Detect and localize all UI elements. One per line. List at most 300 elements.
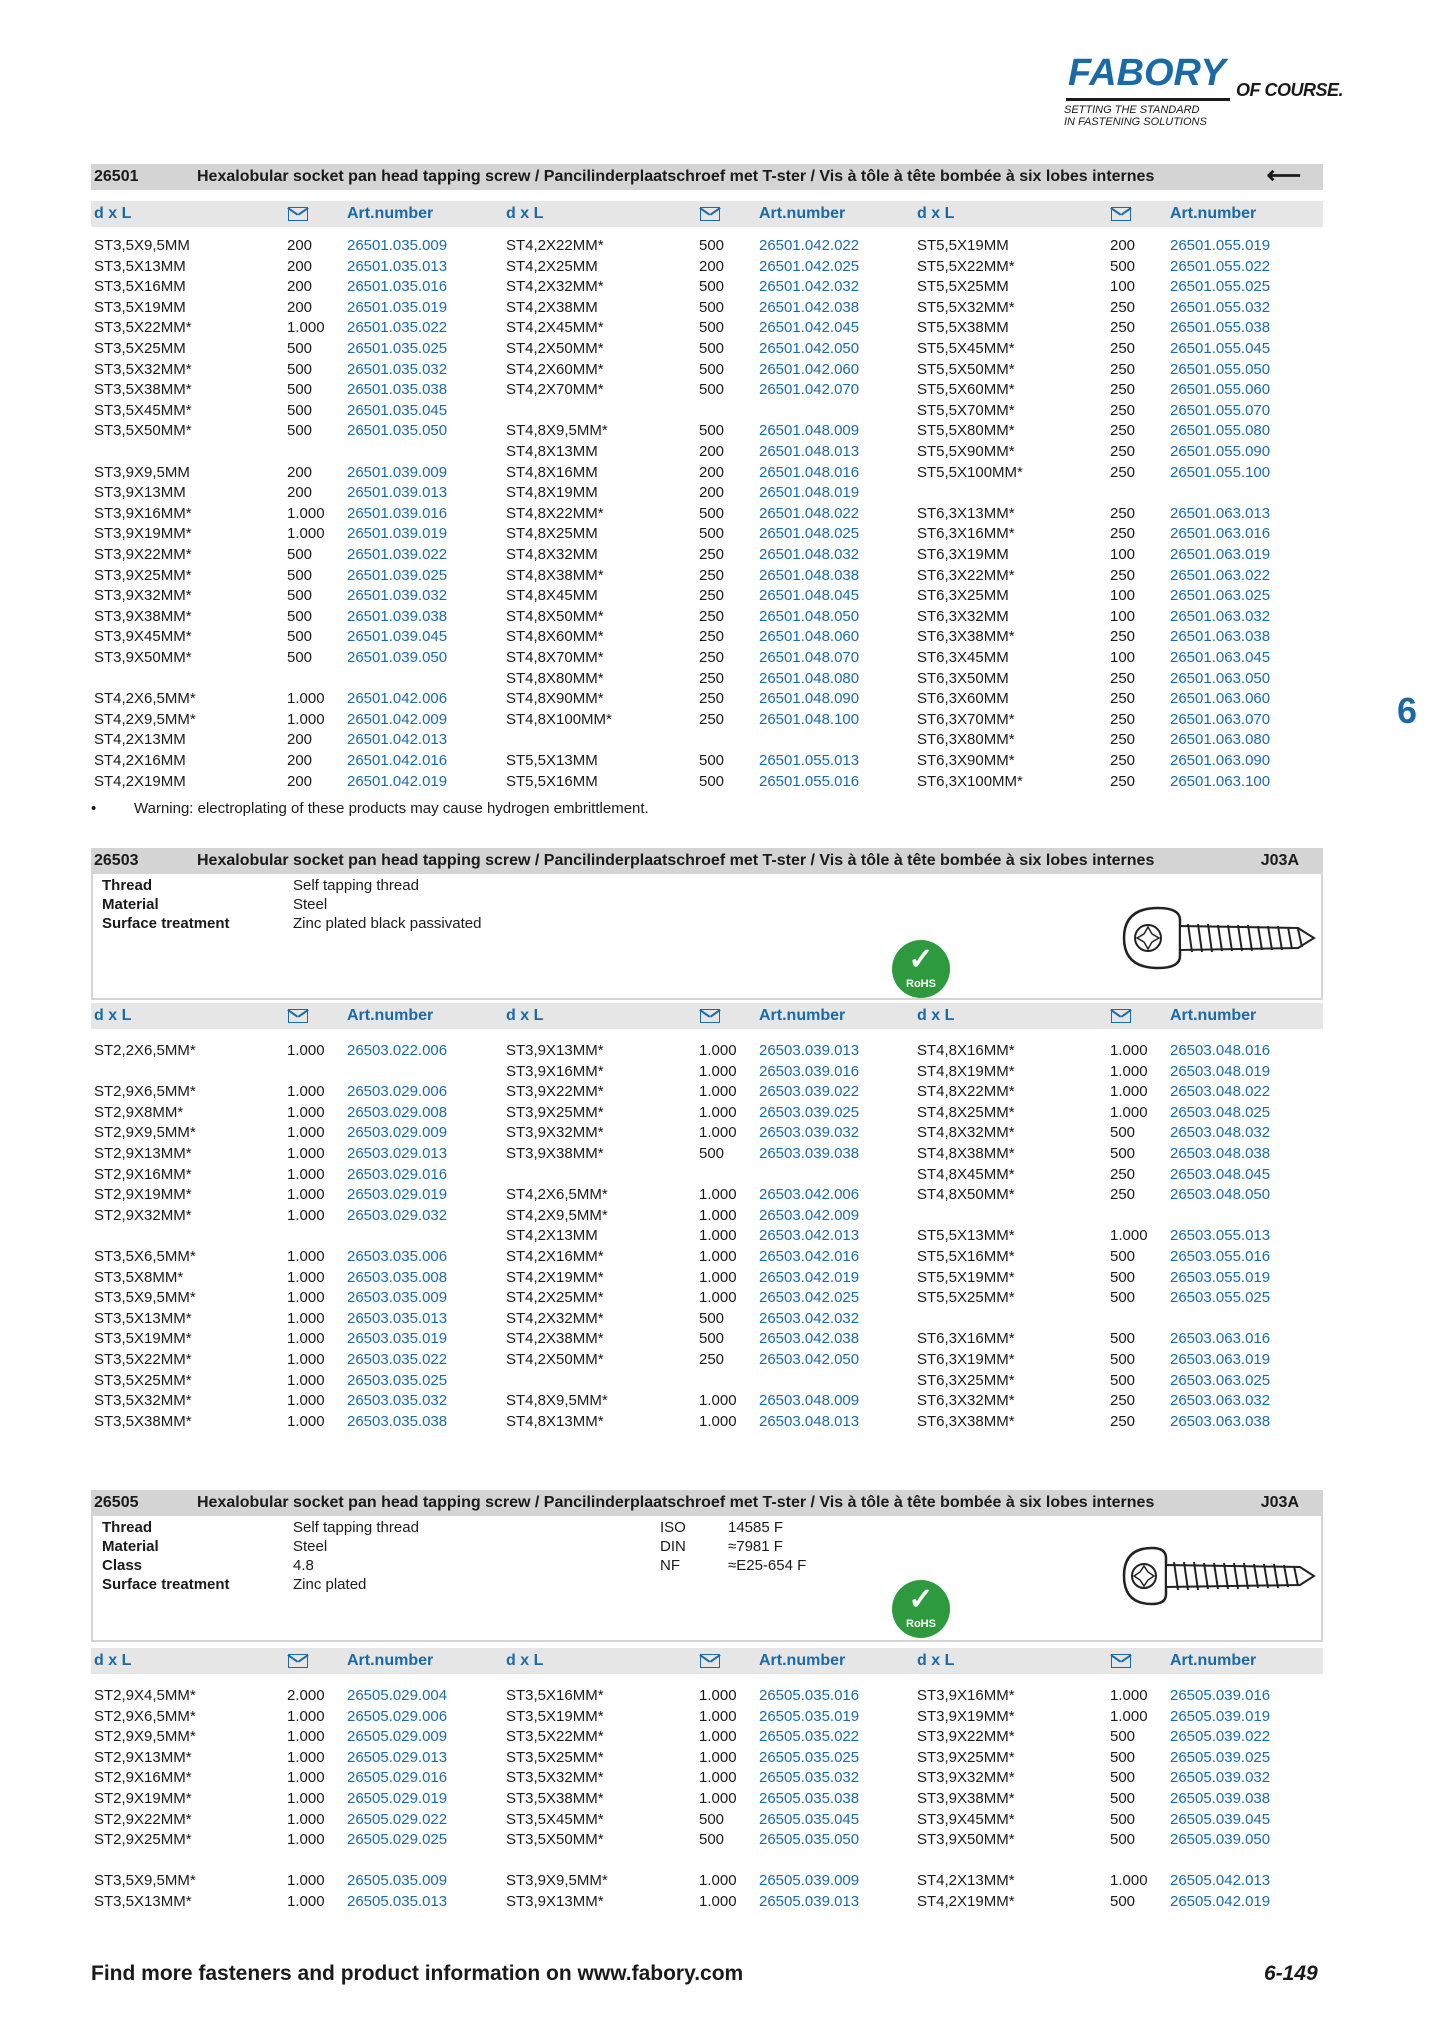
section-tag: J03A	[1260, 1494, 1299, 1511]
article-number-link[interactable]: 26503.035.013	[347, 1309, 448, 1327]
article-number-link[interactable]: 26503.042.013	[759, 1227, 860, 1245]
table-row	[94, 1350, 489, 1370]
quantity-cell: 250	[699, 649, 725, 666]
table-row	[94, 1185, 489, 1205]
article-number-link[interactable]: 26501.055.013	[759, 752, 860, 769]
article-number-link[interactable]: 26501.035.038	[347, 381, 448, 399]
article-number-link[interactable]: 26501.035.025	[347, 340, 448, 357]
table-row	[94, 298, 489, 318]
table-row	[94, 483, 489, 503]
quantity-cell: 250	[1110, 340, 1136, 357]
rohs-label: RoHS	[906, 978, 936, 990]
article-number-link[interactable]: 26501.055.080	[1170, 422, 1271, 440]
table-row	[506, 689, 901, 709]
article-number-link[interactable]: 26501.042.019	[347, 772, 448, 790]
table-row	[506, 1247, 901, 1267]
quantity-cell: 1.000	[287, 1145, 325, 1162]
article-number-link[interactable]: 26501.063.080	[1170, 731, 1271, 749]
article-number-link[interactable]: 26505.029.025	[347, 1831, 448, 1849]
article-number-link[interactable]: 26501.063.100	[1170, 772, 1271, 790]
article-number-link[interactable]: 26501.039.025	[347, 566, 448, 584]
article-number-link[interactable]: 26503.063.016	[1170, 1330, 1271, 1348]
size-cell: ST3,9X13MM*	[506, 1042, 604, 1059]
article-number-link[interactable]: 26501.055.032	[1170, 298, 1271, 316]
article-number-link[interactable]: 26501.055.060	[1170, 381, 1271, 399]
article-number-link[interactable]: 26503.048.016	[1170, 1042, 1271, 1059]
article-number-link[interactable]: 26503.042.025	[759, 1289, 860, 1307]
quantity-cell: 250	[699, 628, 725, 646]
section-title: Hexalobular socket pan head tapping screw / Pancilinderplaatschroef met T-ster / Vis à tôle à tête bombée à six lobes internes	[197, 852, 1155, 869]
table-row	[94, 586, 489, 606]
table-row	[917, 586, 1312, 606]
article-number-link[interactable]: 26505.029.009	[347, 1728, 448, 1746]
article-number-link[interactable]: 26503.035.022	[347, 1351, 448, 1368]
quantity-cell: 1.000	[699, 1893, 737, 1910]
article-number-link[interactable]: 26503.035.032	[347, 1392, 448, 1410]
size-cell: ST4,2X22MM*	[506, 237, 604, 254]
article-number-link[interactable]: 26501.063.032	[1170, 607, 1271, 625]
article-number-link[interactable]: 26505.039.038	[1170, 1790, 1271, 1807]
table-row	[506, 627, 901, 647]
size-cell: ST4,8X13MM	[506, 443, 598, 460]
quantity-cell: 500	[1110, 257, 1136, 275]
quantity-cell: 1.000	[287, 1872, 325, 1890]
quantity-cell: 1.000	[287, 1769, 325, 1787]
size-cell: ST5,5X16MM	[506, 772, 598, 790]
table-row	[506, 1041, 901, 1061]
article-number-link[interactable]: 26505.035.009	[347, 1872, 448, 1890]
article-number-link[interactable]: 26503.035.019	[347, 1330, 448, 1348]
article-number-link[interactable]: 26501.048.038	[759, 566, 860, 584]
article-number-link[interactable]: 26501.039.019	[347, 525, 448, 543]
article-number-link[interactable]: 26501.035.032	[347, 360, 448, 378]
article-number-link[interactable]: 26501.039.016	[347, 504, 448, 522]
article-number-link[interactable]: 26501.055.090	[1170, 443, 1271, 460]
table-row	[94, 1329, 489, 1349]
table-row	[506, 1350, 901, 1370]
table-row	[94, 1830, 489, 1850]
article-number-link[interactable]: 26505.039.050	[1170, 1831, 1271, 1849]
table-row	[917, 1789, 1312, 1809]
article-number-link[interactable]: 26505.042.019	[1170, 1893, 1271, 1910]
article-number-link[interactable]: 26503.035.009	[347, 1289, 448, 1307]
article-number-link[interactable]: 26503.055.019	[1170, 1268, 1271, 1286]
column-header-art-number: Art.number	[347, 1007, 434, 1024]
article-number-link[interactable]: 26501.048.019	[759, 484, 860, 502]
column-header-art-number: Art.number	[759, 205, 846, 222]
table-row	[917, 1707, 1312, 1727]
article-number-link[interactable]: 26501.055.038	[1170, 319, 1271, 337]
article-number-link[interactable]: 26501.048.100	[759, 710, 860, 728]
size-cell: ST3,5X25MM*	[94, 1371, 192, 1389]
article-number-link[interactable]: 26501.042.016	[347, 752, 448, 769]
quantity-cell: 500	[287, 628, 313, 646]
table-row	[917, 442, 1312, 462]
article-number-link[interactable]: 26505.029.013	[347, 1748, 448, 1766]
article-number-link[interactable]: 26505.029.022	[347, 1810, 448, 1828]
section-title: Hexalobular socket pan head tapping screw / Pancilinderplaatschroef met T-ster / Vis à tôle à tête bombée à six lobes internes	[197, 1494, 1155, 1511]
article-number-link[interactable]: 26505.039.019	[1170, 1707, 1271, 1725]
table-row	[506, 1768, 901, 1788]
article-number-link[interactable]: 26503.035.038	[347, 1412, 448, 1430]
quantity-cell: 200	[287, 278, 313, 296]
table-row	[917, 1412, 1312, 1432]
article-number-link[interactable]: 26501.039.038	[347, 607, 448, 625]
size-cell: ST4,8X38MM*	[506, 566, 604, 584]
article-number-link[interactable]: 26501.039.045	[347, 628, 448, 646]
article-number-link[interactable]: 26501.055.019	[1170, 237, 1271, 254]
norm-value: ≈7981 F	[728, 1538, 783, 1555]
article-number-link[interactable]: 26501.063.045	[1170, 649, 1271, 666]
article-number-link[interactable]: 26503.029.019	[347, 1186, 448, 1204]
article-number-link[interactable]: 26501.048.050	[759, 607, 860, 625]
article-number-link[interactable]: 26501.048.032	[759, 546, 860, 563]
article-number-link[interactable]: 26503.029.008	[347, 1103, 448, 1121]
norm-label: DIN	[660, 1538, 686, 1555]
article-number-link[interactable]: 26503.042.050	[759, 1351, 860, 1368]
column-header-dxl: d x L	[94, 1652, 132, 1669]
quantity-cell: 250	[1110, 710, 1136, 728]
article-number-link[interactable]: 26505.035.022	[759, 1728, 860, 1746]
article-number-link[interactable]: 26501.035.009	[347, 237, 448, 254]
article-number-link[interactable]: 26503.048.022	[1170, 1083, 1271, 1101]
article-number-link[interactable]: 26501.039.050	[347, 649, 448, 666]
article-number-link[interactable]: 26501.035.022	[347, 319, 448, 337]
article-number-link[interactable]: 26501.048.045	[759, 587, 860, 605]
article-number-link[interactable]: 26501.035.050	[347, 422, 448, 440]
article-number-link[interactable]: 26501.042.045	[759, 319, 860, 337]
size-cell: ST6,3X25MM	[917, 587, 1009, 605]
article-number-link[interactable]: 26501.055.100	[1170, 463, 1271, 481]
article-number-link[interactable]: 26501.055.022	[1170, 257, 1271, 275]
article-number-link[interactable]: 26501.042.060	[759, 360, 860, 378]
article-number-link[interactable]: 26501.042.009	[347, 710, 448, 728]
quantity-cell: 250	[699, 710, 725, 728]
quantity-cell: 1.000	[287, 1893, 325, 1910]
table-row	[506, 1309, 901, 1329]
article-number-link[interactable]: 26505.042.013	[1170, 1872, 1271, 1890]
article-number-link[interactable]: 26501.063.013	[1170, 504, 1271, 522]
size-cell: ST5,5X50MM*	[917, 360, 1015, 378]
article-number-link[interactable]: 26501.048.009	[759, 422, 860, 440]
rohs-label: RoHS	[906, 1618, 936, 1630]
quantity-cell: 500	[699, 1309, 725, 1327]
article-number-link[interactable]: 26501.042.025	[759, 257, 860, 275]
article-number-link[interactable]: 26501.063.019	[1170, 546, 1271, 563]
article-number-link[interactable]: 26503.063.019	[1170, 1351, 1271, 1368]
size-cell: ST3,5X25MM*	[506, 1748, 604, 1766]
quantity-cell: 250	[699, 566, 725, 584]
size-cell: ST4,8X22MM*	[506, 504, 604, 522]
article-number-link[interactable]: 26503.042.038	[759, 1330, 860, 1348]
article-number-link[interactable]: 26505.035.032	[759, 1769, 860, 1787]
size-cell: ST2,9X32MM*	[94, 1206, 192, 1224]
table-row	[506, 1288, 901, 1308]
article-number-link[interactable]: 26505.035.045	[759, 1810, 860, 1828]
table-row	[917, 1391, 1312, 1411]
article-number-link[interactable]: 26505.039.045	[1170, 1810, 1271, 1828]
table-row	[94, 277, 489, 297]
article-number-link[interactable]: 26501.048.013	[759, 443, 860, 460]
article-number-link[interactable]: 26505.029.019	[347, 1790, 448, 1807]
article-number-link[interactable]: 26505.029.004	[347, 1687, 448, 1704]
article-number-link[interactable]: 26501.048.022	[759, 504, 860, 522]
article-number-link[interactable]: 26501.063.038	[1170, 628, 1271, 646]
quantity-cell: 1.000	[287, 1330, 325, 1348]
article-number-link[interactable]: 26505.039.016	[1170, 1687, 1271, 1704]
quantity-cell: 1.000	[699, 1103, 737, 1121]
article-number-link[interactable]: 26503.039.025	[759, 1103, 860, 1121]
spec-value: Self tapping thread	[293, 877, 419, 894]
size-cell: ST2,9X16MM*	[94, 1165, 192, 1183]
article-number-link[interactable]: 26503.022.006	[347, 1042, 448, 1059]
article-number-link[interactable]: 26503.048.032	[1170, 1124, 1271, 1142]
table-row	[506, 1082, 901, 1102]
size-cell: ST3,5X22MM*	[94, 319, 192, 337]
table-row	[506, 483, 901, 503]
envelope-icon	[1111, 1009, 1131, 1023]
table-row	[94, 339, 489, 359]
article-number-link[interactable]: 26501.063.016	[1170, 525, 1271, 543]
size-cell: ST4,8X70MM*	[506, 649, 604, 666]
table-row	[917, 1247, 1312, 1267]
article-number-link[interactable]: 26501.048.080	[759, 669, 860, 687]
article-number-link[interactable]: 26505.029.016	[347, 1769, 448, 1787]
size-cell: ST4,8X38MM*	[917, 1145, 1015, 1162]
size-cell: ST3,5X45MM*	[94, 401, 192, 419]
column-header-dxl: d x L	[917, 1007, 955, 1024]
table-row	[94, 1748, 489, 1768]
size-cell: ST2,9X25MM*	[94, 1831, 192, 1849]
article-number-link[interactable]: 26503.042.016	[759, 1248, 860, 1265]
article-number-link[interactable]: 26505.035.025	[759, 1748, 860, 1766]
envelope-icon	[288, 1009, 308, 1023]
quantity-cell: 1.000	[287, 1186, 325, 1204]
size-cell: ST3,9X16MM*	[506, 1062, 604, 1080]
article-number-link[interactable]: 26501.063.050	[1170, 669, 1271, 687]
table-row	[506, 1686, 901, 1706]
chapter-tab[interactable]: 6	[1397, 690, 1418, 731]
article-number-link[interactable]: 26503.063.025	[1170, 1371, 1271, 1389]
table-row	[506, 1748, 901, 1768]
quantity-cell: 500	[699, 381, 725, 399]
article-number-link[interactable]: 26505.035.019	[759, 1707, 860, 1725]
size-cell: ST5,5X100MM*	[917, 463, 1023, 481]
quantity-cell: 250	[1110, 504, 1136, 522]
article-number-link[interactable]: 26505.039.032	[1170, 1769, 1271, 1787]
article-number-link[interactable]: 26501.055.016	[759, 772, 860, 790]
size-cell: ST3,9X19MM*	[917, 1707, 1015, 1725]
article-number-link[interactable]: 26503.048.045	[1170, 1165, 1271, 1183]
size-cell: ST3,5X38MM*	[94, 1412, 192, 1430]
brand-slogan: OF COURSE.	[1236, 80, 1344, 100]
quantity-cell: 500	[699, 237, 725, 254]
section-code: 26501	[94, 168, 139, 185]
article-number-link[interactable]: 26501.042.070	[759, 381, 860, 399]
article-number-link[interactable]: 26501.035.045	[347, 401, 448, 419]
quantity-cell: 500	[1110, 1769, 1136, 1787]
article-number-link[interactable]: 26505.035.050	[759, 1831, 860, 1849]
article-number-link[interactable]: 26505.039.022	[1170, 1728, 1271, 1746]
size-cell: ST3,9X22MM*	[94, 546, 192, 563]
size-cell: ST4,8X80MM*	[506, 669, 604, 687]
article-number-link[interactable]: 26501.063.022	[1170, 566, 1271, 584]
table-row	[506, 1871, 901, 1891]
table-row	[506, 1123, 901, 1143]
table-row	[917, 1268, 1312, 1288]
article-number-link[interactable]: 26501.039.009	[347, 463, 448, 481]
article-number-link[interactable]: 26503.035.006	[347, 1248, 448, 1265]
article-number-link[interactable]: 26501.048.060	[759, 628, 860, 646]
table-row	[506, 339, 901, 359]
article-number-link[interactable]: 26503.039.032	[759, 1124, 860, 1142]
article-number-link[interactable]: 26501.048.025	[759, 525, 860, 543]
quantity-cell: 100	[1110, 546, 1136, 563]
table-row	[506, 524, 901, 544]
article-number-link[interactable]: 26501.042.032	[759, 278, 860, 296]
article-number-link[interactable]: 26501.035.013	[347, 257, 448, 275]
article-number-link[interactable]: 26501.042.050	[759, 340, 860, 357]
article-number-link[interactable]: 26501.042.006	[347, 690, 448, 708]
quantity-cell: 1.000	[1110, 1707, 1148, 1725]
quantity-cell: 1.000	[287, 1707, 325, 1725]
article-number-link[interactable]: 26501.048.090	[759, 690, 860, 708]
size-cell: ST4,2X32MM*	[506, 1309, 604, 1327]
article-number-link[interactable]: 26503.029.009	[347, 1124, 448, 1142]
article-number-link[interactable]: 26501.039.022	[347, 546, 448, 563]
article-number-link[interactable]: 26503.063.032	[1170, 1392, 1271, 1410]
section-tag: J03A	[1260, 852, 1299, 869]
size-cell: ST4,2X70MM*	[506, 381, 604, 399]
article-number-link[interactable]: 26503.048.013	[759, 1412, 860, 1430]
quantity-cell: 200	[287, 463, 313, 481]
article-number-link[interactable]: 26503.048.050	[1170, 1186, 1271, 1204]
table-row	[506, 421, 901, 441]
article-number-link[interactable]: 26503.042.009	[759, 1206, 860, 1224]
table-row	[94, 318, 489, 338]
article-number-link[interactable]: 26501.048.016	[759, 463, 860, 481]
quantity-cell: 250	[699, 607, 725, 625]
article-number-link[interactable]: 26503.035.025	[347, 1371, 448, 1389]
table-row	[917, 607, 1312, 627]
article-number-link[interactable]: 26503.055.013	[1170, 1227, 1271, 1245]
article-number-link[interactable]: 26501.048.070	[759, 649, 860, 666]
article-number-link[interactable]: 26501.042.038	[759, 298, 860, 316]
article-number-link[interactable]: 26503.048.038	[1170, 1145, 1271, 1162]
quantity-cell: 500	[1110, 1248, 1136, 1265]
table-row	[917, 1165, 1312, 1185]
article-number-link[interactable]: 26505.039.013	[759, 1893, 860, 1910]
article-number-link[interactable]: 26505.035.038	[759, 1790, 860, 1807]
article-number-link[interactable]: 26501.035.019	[347, 298, 448, 316]
size-cell: ST3,5X32MM*	[94, 1392, 192, 1410]
article-number-link[interactable]: 26505.039.025	[1170, 1748, 1271, 1766]
article-number-link[interactable]: 26501.035.016	[347, 278, 448, 296]
footer-text: Find more fasteners and product information on www.fabory.com	[91, 1962, 744, 1985]
article-number-link[interactable]: 26503.042.019	[759, 1268, 860, 1286]
column-header-dxl: d x L	[917, 205, 955, 222]
size-cell: ST2,9X19MM*	[94, 1186, 192, 1204]
back-arrow-icon[interactable]: ⟵	[1266, 162, 1301, 189]
article-number-link[interactable]: 26503.039.038	[759, 1145, 860, 1162]
table-row	[506, 1329, 901, 1349]
article-number-link[interactable]: 26503.029.016	[347, 1165, 448, 1183]
size-cell: ST3,9X38MM*	[917, 1790, 1015, 1807]
quantity-cell: 1.000	[1110, 1062, 1148, 1080]
article-number-link[interactable]: 26501.042.013	[347, 731, 448, 749]
page-number: 6-149	[1264, 1962, 1318, 1985]
article-number-link[interactable]: 26501.055.045	[1170, 340, 1271, 357]
article-number-link[interactable]: 26503.042.006	[759, 1186, 860, 1204]
article-number-link[interactable]: 26501.063.070	[1170, 710, 1271, 728]
article-number-link[interactable]: 26501.039.032	[347, 587, 448, 605]
size-cell: ST2,2X6,5MM*	[94, 1042, 196, 1059]
column-header-dxl: d x L	[506, 205, 544, 222]
size-cell: ST3,5X9,5MM*	[94, 1872, 196, 1890]
quantity-cell: 500	[1110, 1289, 1136, 1307]
article-number-link[interactable]: 26503.048.009	[759, 1392, 860, 1410]
table-row	[94, 710, 489, 730]
tagline-line-2: IN FASTENING SOLUTIONS	[1064, 116, 1207, 128]
article-number-link[interactable]: 26501.063.025	[1170, 587, 1271, 605]
size-cell: ST5,5X45MM*	[917, 340, 1015, 357]
table-row	[917, 524, 1312, 544]
article-number-link[interactable]: 26503.055.025	[1170, 1289, 1271, 1307]
quantity-cell: 1.000	[287, 1124, 325, 1142]
article-number-link[interactable]: 26501.039.013	[347, 484, 448, 502]
envelope-icon	[1111, 207, 1131, 221]
table-row	[94, 1309, 489, 1329]
size-cell: ST5,5X32MM*	[917, 298, 1015, 316]
article-number-link[interactable]: 26503.029.006	[347, 1083, 448, 1101]
article-number-link[interactable]: 26503.055.016	[1170, 1248, 1271, 1265]
table-row	[917, 1082, 1312, 1102]
size-cell: ST4,8X50MM*	[917, 1186, 1015, 1204]
article-number-link[interactable]: 26505.035.013	[347, 1893, 448, 1910]
article-number-link[interactable]: 26503.063.038	[1170, 1412, 1271, 1430]
article-number-link[interactable]: 26503.042.032	[759, 1309, 860, 1327]
article-number-link[interactable]: 26501.063.090	[1170, 752, 1271, 769]
screw-image	[1118, 1536, 1318, 1616]
quantity-cell: 250	[699, 690, 725, 708]
section-header-26501	[91, 164, 1323, 190]
article-number-link[interactable]: 26501.055.070	[1170, 401, 1271, 419]
article-number-link[interactable]: 26505.035.016	[759, 1687, 860, 1704]
article-number-link[interactable]: 26503.029.032	[347, 1206, 448, 1224]
article-number-link[interactable]: 26501.055.050	[1170, 360, 1271, 378]
article-number-link[interactable]: 26503.039.013	[759, 1042, 860, 1059]
size-cell: ST6,3X22MM*	[917, 566, 1015, 584]
article-number-link[interactable]: 26505.039.009	[759, 1872, 860, 1890]
size-cell: ST3,5X22MM*	[94, 1351, 192, 1368]
article-number-link[interactable]: 26501.042.022	[759, 237, 860, 254]
article-number-link[interactable]: 26501.063.060	[1170, 690, 1271, 708]
brand-name: FABORY	[1068, 52, 1226, 94]
article-number-link[interactable]: 26503.029.013	[347, 1145, 448, 1162]
quantity-cell: 500	[287, 360, 313, 378]
article-number-link[interactable]: 26501.055.025	[1170, 278, 1271, 296]
quantity-cell: 1.000	[699, 1769, 737, 1787]
article-number-link[interactable]: 26503.048.025	[1170, 1103, 1271, 1121]
quantity-cell: 1.000	[699, 1206, 737, 1224]
article-number-link[interactable]: 26505.029.006	[347, 1707, 448, 1725]
article-number-link[interactable]: 26503.039.016	[759, 1062, 860, 1080]
article-number-link[interactable]: 26503.039.022	[759, 1083, 860, 1101]
article-number-link[interactable]: 26503.035.008	[347, 1268, 448, 1286]
article-number-link[interactable]: 26503.048.019	[1170, 1062, 1271, 1080]
table-row	[94, 236, 489, 256]
quantity-cell: 500	[1110, 1810, 1136, 1828]
